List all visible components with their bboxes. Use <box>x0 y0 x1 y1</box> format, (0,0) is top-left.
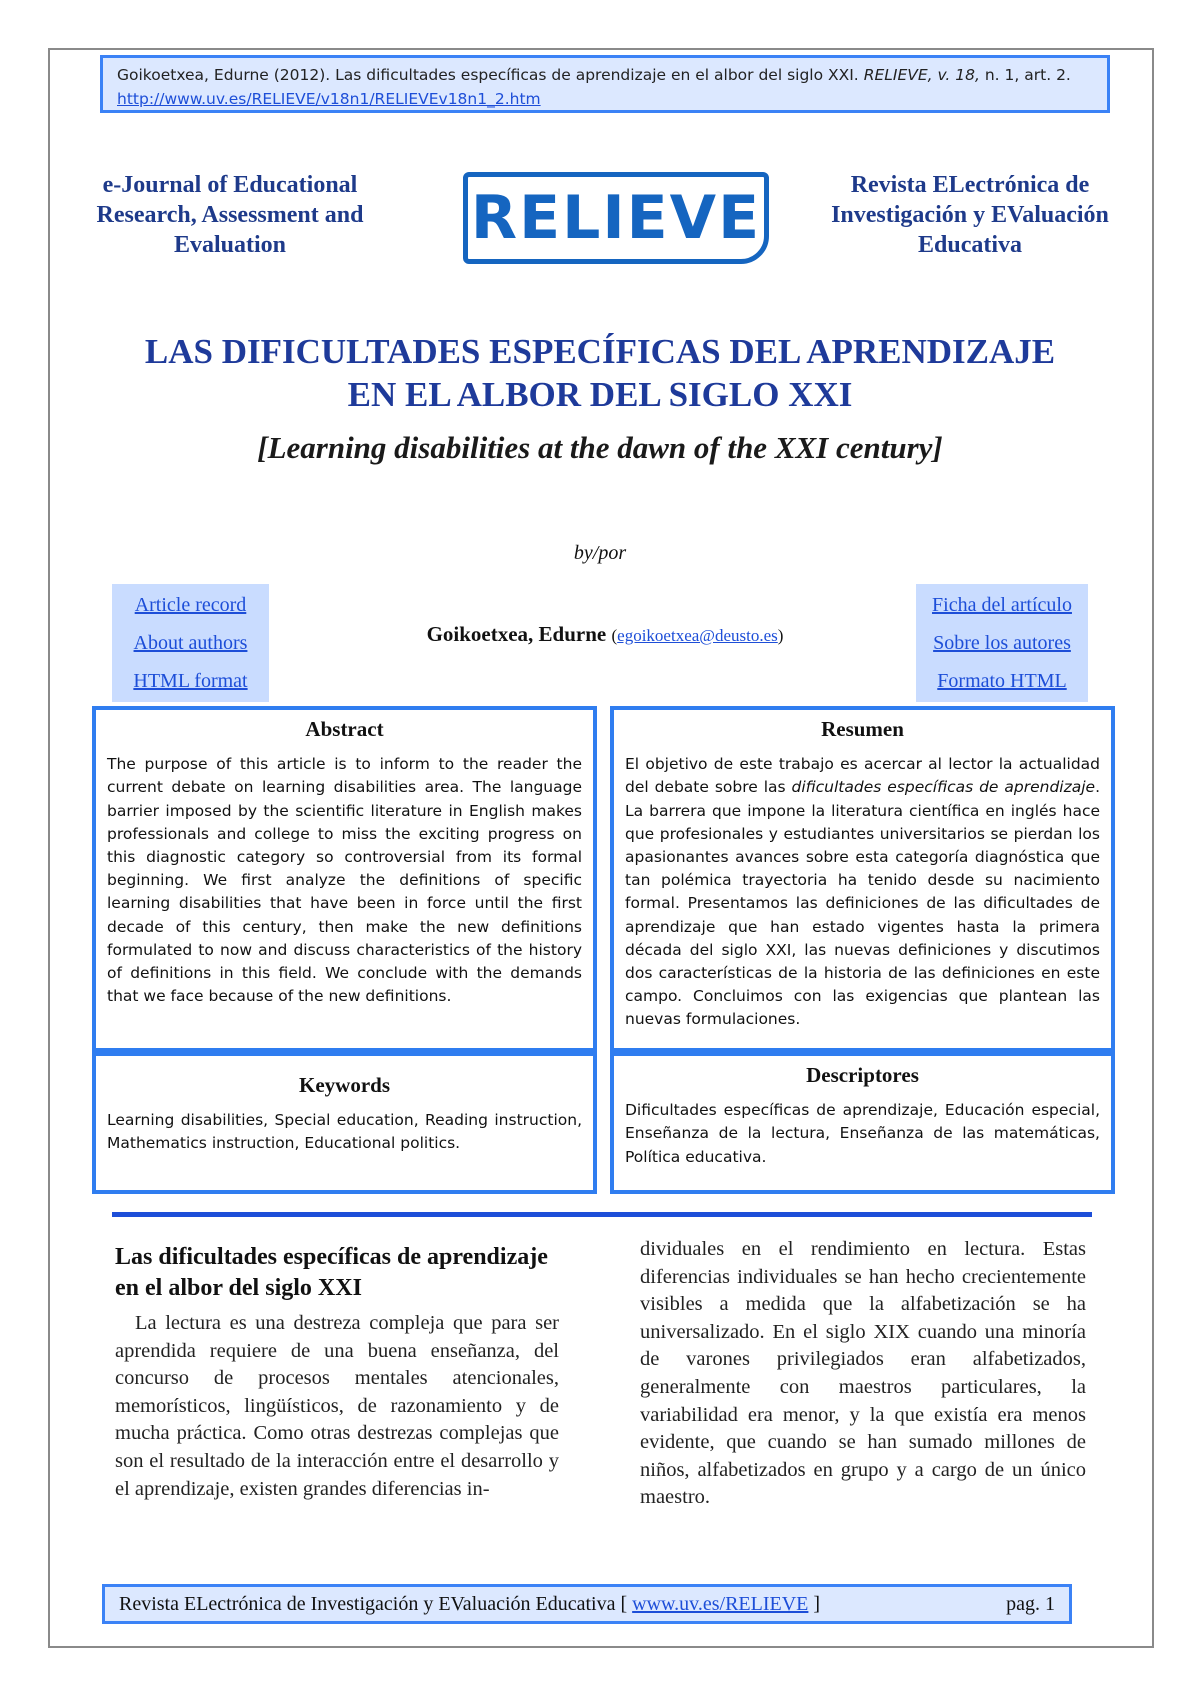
body-paragraph-left: La lectura es una destreza compleja que para ser aprendida requiere de una buena enseñanza, del concurso de procesos mentales atencionales, memorísticos, lingüísticos, de razonamiento y de mucha práctica. Como otras destrezas complejas que son el resultado de la interacción entre el desarrollo y el aprendizaje, existen grandes diferencias in- <box>115 1312 559 1500</box>
abstract-text: The purpose of this article is to inform to the reader the current debate on learning disabilities area. The language barrier imposed by the scientific literature in English makes professionals and college to miss the exciting progress on this diagnostic category so controversial from its formal beginning. We first analyze the definitions of specific learning disabilities that have been in force until the first decade of this century, then make the new definitions formulated to now and discuss characteristics of the history of definitions in this field. We conclude with the demands that we face because of the new definitions. <box>107 755 582 1006</box>
keywords-panel <box>92 1052 597 1194</box>
resumen-text-italic: dificultades específicas de aprendizaje <box>791 778 1096 797</box>
page-number: pag. 1 <box>1006 1592 1055 1615</box>
citation-journal: RELIEVE, v. 18, <box>863 66 980 84</box>
logo-text: RELIEVE <box>470 183 762 253</box>
title-line-2: EN EL ALBOR DEL SIGLO XXI <box>347 375 853 414</box>
journal-es-line-3: Educativa <box>917 232 1022 258</box>
journal-name-english <box>80 170 380 260</box>
resumen-panel <box>610 706 1115 1052</box>
citation-box <box>100 55 1110 113</box>
journal-es-line-1: Revista ELectrónica de <box>850 172 1090 198</box>
ficha-articulo-link[interactable]: Ficha del artículo <box>932 594 1072 616</box>
descriptores-panel <box>610 1052 1115 1194</box>
section-divider <box>112 1212 1092 1217</box>
body-paragraph-right: dividuales en el rendimiento en lectura. Estas diferencias individuales se han hecho crecientemente visibles a medida que la alfabetización se ha universalizado. En el siglo XIX cuando una minoría de varones privilegiados eran alfabetizados, generalmente con maestros particulares, la variabilidad era menor, y la que existía era menos evidente, que cuando se han sumado millones de niños, alfabetizados en grupo y a cargo de un único maestro. <box>640 1238 1086 1509</box>
nav-box-english <box>112 584 269 702</box>
abstract-panel <box>92 706 597 1052</box>
resumen-heading: Resumen <box>821 717 904 741</box>
formato-html-link[interactable]: Formato HTML <box>937 670 1067 692</box>
footer-bracket: ] <box>813 1592 821 1615</box>
citation-article: art. 2. <box>1024 66 1071 84</box>
journal-en-line-1: e-Journal of Educational <box>102 172 358 198</box>
citation-url-link[interactable]: http://www.uv.es/RELIEVE/v18n1/RELIEVEv18n1_2.htm <box>117 90 541 108</box>
resumen-text <box>625 753 1100 1031</box>
author-email-link[interactable]: egoikoetxea@deusto.es <box>617 626 778 645</box>
journal-en-line-2: Research, Assessment and <box>96 202 364 228</box>
resumen-text-start: El objetivo de este trabajo es acercar al lector la actualidad del debate sobre las <box>625 755 1100 797</box>
body-column-right <box>640 1236 1086 1512</box>
footer-journal-text: Revista ELectrónica de Investigación y EValuación Educativa [ <box>119 1592 628 1615</box>
keywords-heading: Keywords <box>299 1073 390 1097</box>
resumen-text-end: . La barrera que impone la literatura científica en inglés hace que profesionales y estudiantes universitarios se pierdan los apasionantes avances sobre esta categoría diagnóstica que tan polémica trayectoria ha tenido desde su nacimiento formal. Presentamos las definiciones de las dificultades de aprendizaje que han estado vigentes hasta la primera década del siglo XXI, las nuevas definiciones y discutimos dos características de la historia de las definiciones en este campo. Concluimos con las exigencias que plantean las nuevas formulaciones. <box>625 778 1100 1029</box>
citation-issue: n. 1, <box>984 66 1020 84</box>
author-line: Goikoetxea, Edurne (egoikoetxea@deusto.es) <box>426 622 784 646</box>
section-title: Las dificultades específicas de aprendizaje en el albor del siglo XXI <box>115 1244 548 1301</box>
article-record-link[interactable]: Article record <box>134 594 247 616</box>
page-footer <box>102 1584 1072 1624</box>
body-column-left <box>115 1242 559 1503</box>
author-name: Goikoetxea, Edurne <box>426 622 607 646</box>
article-subtitle: [Learning disabilities at the dawn of the XXI century] <box>257 430 943 465</box>
byline: by/por <box>573 542 627 564</box>
nav-box-spanish <box>916 584 1088 702</box>
keywords-text: Learning disabilities, Special education, Reading instruction, Mathematics instruction, Educational politics. <box>107 1111 582 1153</box>
sobre-autores-link[interactable]: Sobre los autores <box>933 632 1071 654</box>
descriptores-heading: Descriptores <box>806 1063 919 1087</box>
abstract-heading: Abstract <box>305 717 384 741</box>
journal-es-line-2: Investigación y EValuación <box>831 202 1109 228</box>
citation-text: Goikoetxea, Edurne (2012). Las dificultades específicas de aprendizaje en el albor del siglo XXI. <box>117 66 859 84</box>
title-line-1: LAS DIFICULTADES ESPECÍFICAS DEL APRENDIZAJE <box>144 332 1056 371</box>
descriptores-text: Dificultades específicas de aprendizaje, Educación especial, Enseñanza de la lectura, Enseñanza de las matemáticas, Política educativa. <box>625 1101 1100 1166</box>
journal-name-spanish <box>820 170 1120 260</box>
journal-en-line-3: Evaluation <box>173 232 287 258</box>
relieve-logo <box>463 172 769 264</box>
about-authors-link[interactable]: About authors <box>133 632 248 654</box>
article-title <box>60 330 1140 416</box>
footer-link[interactable]: www.uv.es/RELIEVE <box>632 1592 809 1615</box>
html-format-link[interactable]: HTML format <box>133 670 248 692</box>
